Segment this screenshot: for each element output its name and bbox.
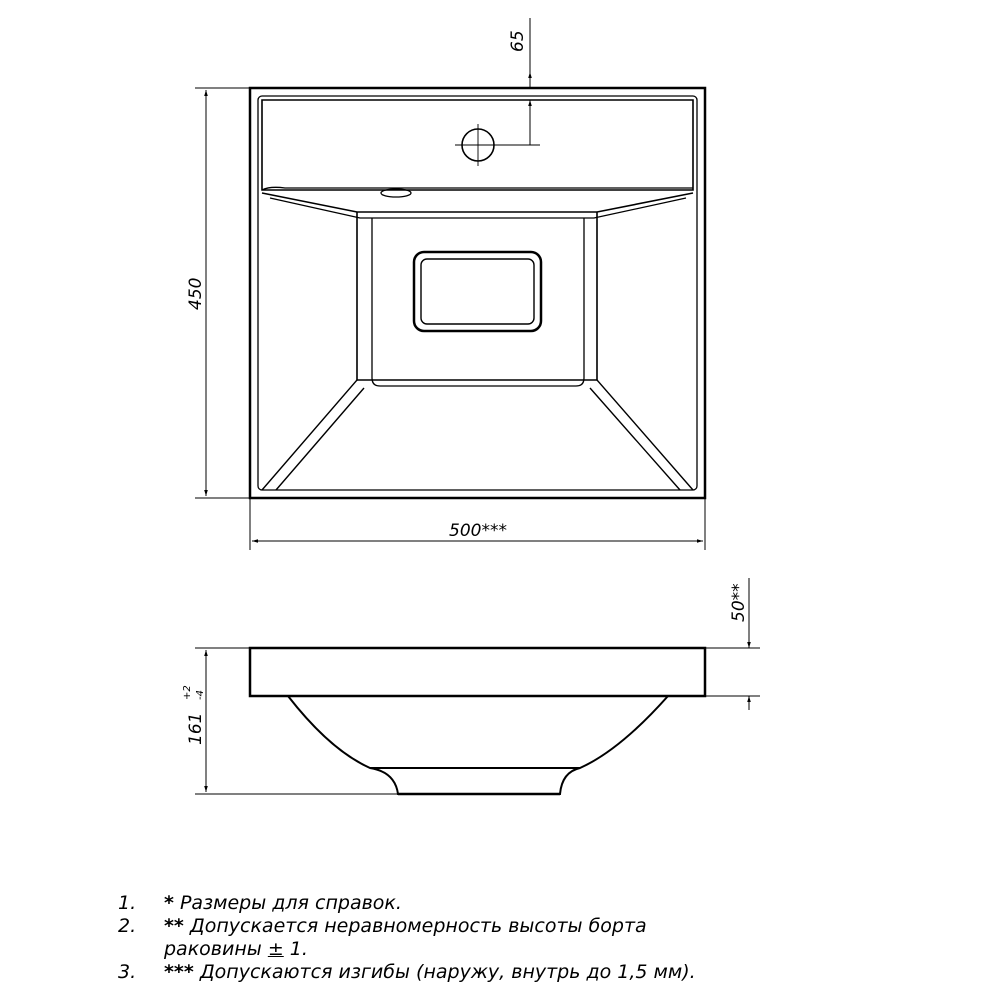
side-view-bowl: [288, 696, 668, 768]
note-stars: *: [164, 892, 174, 914]
drain-inner: [421, 259, 534, 324]
note-number: 2.: [118, 915, 137, 937]
bowl-front-slope-left: [262, 380, 364, 490]
top-view-outer-outline: [250, 88, 705, 498]
dim-161-tol-upper: +2: [182, 685, 193, 700]
dim-65-label: 65: [508, 30, 528, 52]
side-view: [250, 648, 705, 794]
side-view-rim: [250, 648, 705, 696]
note-text: Размеры для справок.: [179, 892, 402, 914]
dim-50-label: 50**: [729, 583, 749, 622]
bowl-front-slope-right: [590, 380, 693, 490]
note-text: Допускаются изгибы (наружу, внутрь до 1,5 мм).: [199, 961, 696, 983]
top-view: [250, 88, 705, 498]
drain-outer: [414, 252, 541, 331]
side-view-bowl-bottom: [370, 768, 580, 794]
bowl-bottom: [357, 212, 597, 380]
dim-161-tol-lower: -4: [195, 690, 206, 700]
dim-450-label: 450: [186, 277, 206, 310]
top-view-rim-inner-line: [258, 96, 697, 490]
dim-161-label: 161: [186, 712, 206, 745]
dim-total-height: [195, 648, 398, 794]
note-stars: **: [164, 915, 184, 937]
note-text: Допускается неравномерность высоты борта: [189, 915, 647, 937]
notes-block: [118, 892, 978, 984]
note-2: [118, 915, 978, 938]
note-1: [118, 892, 978, 915]
bowl-bottom-inner: [372, 218, 584, 386]
note-2-continuation: раковины ± 1.: [164, 938, 308, 960]
plus-minus-symbol: ±: [267, 938, 284, 960]
note-3: [118, 961, 978, 984]
note-stars: ***: [164, 961, 194, 983]
note-number: 1.: [118, 892, 137, 914]
dim-500-label: 500***: [449, 521, 507, 541]
bowl-back-slope-inner: [270, 198, 686, 218]
bowl-back-slope: [262, 193, 693, 212]
note-number: 3.: [118, 961, 137, 983]
